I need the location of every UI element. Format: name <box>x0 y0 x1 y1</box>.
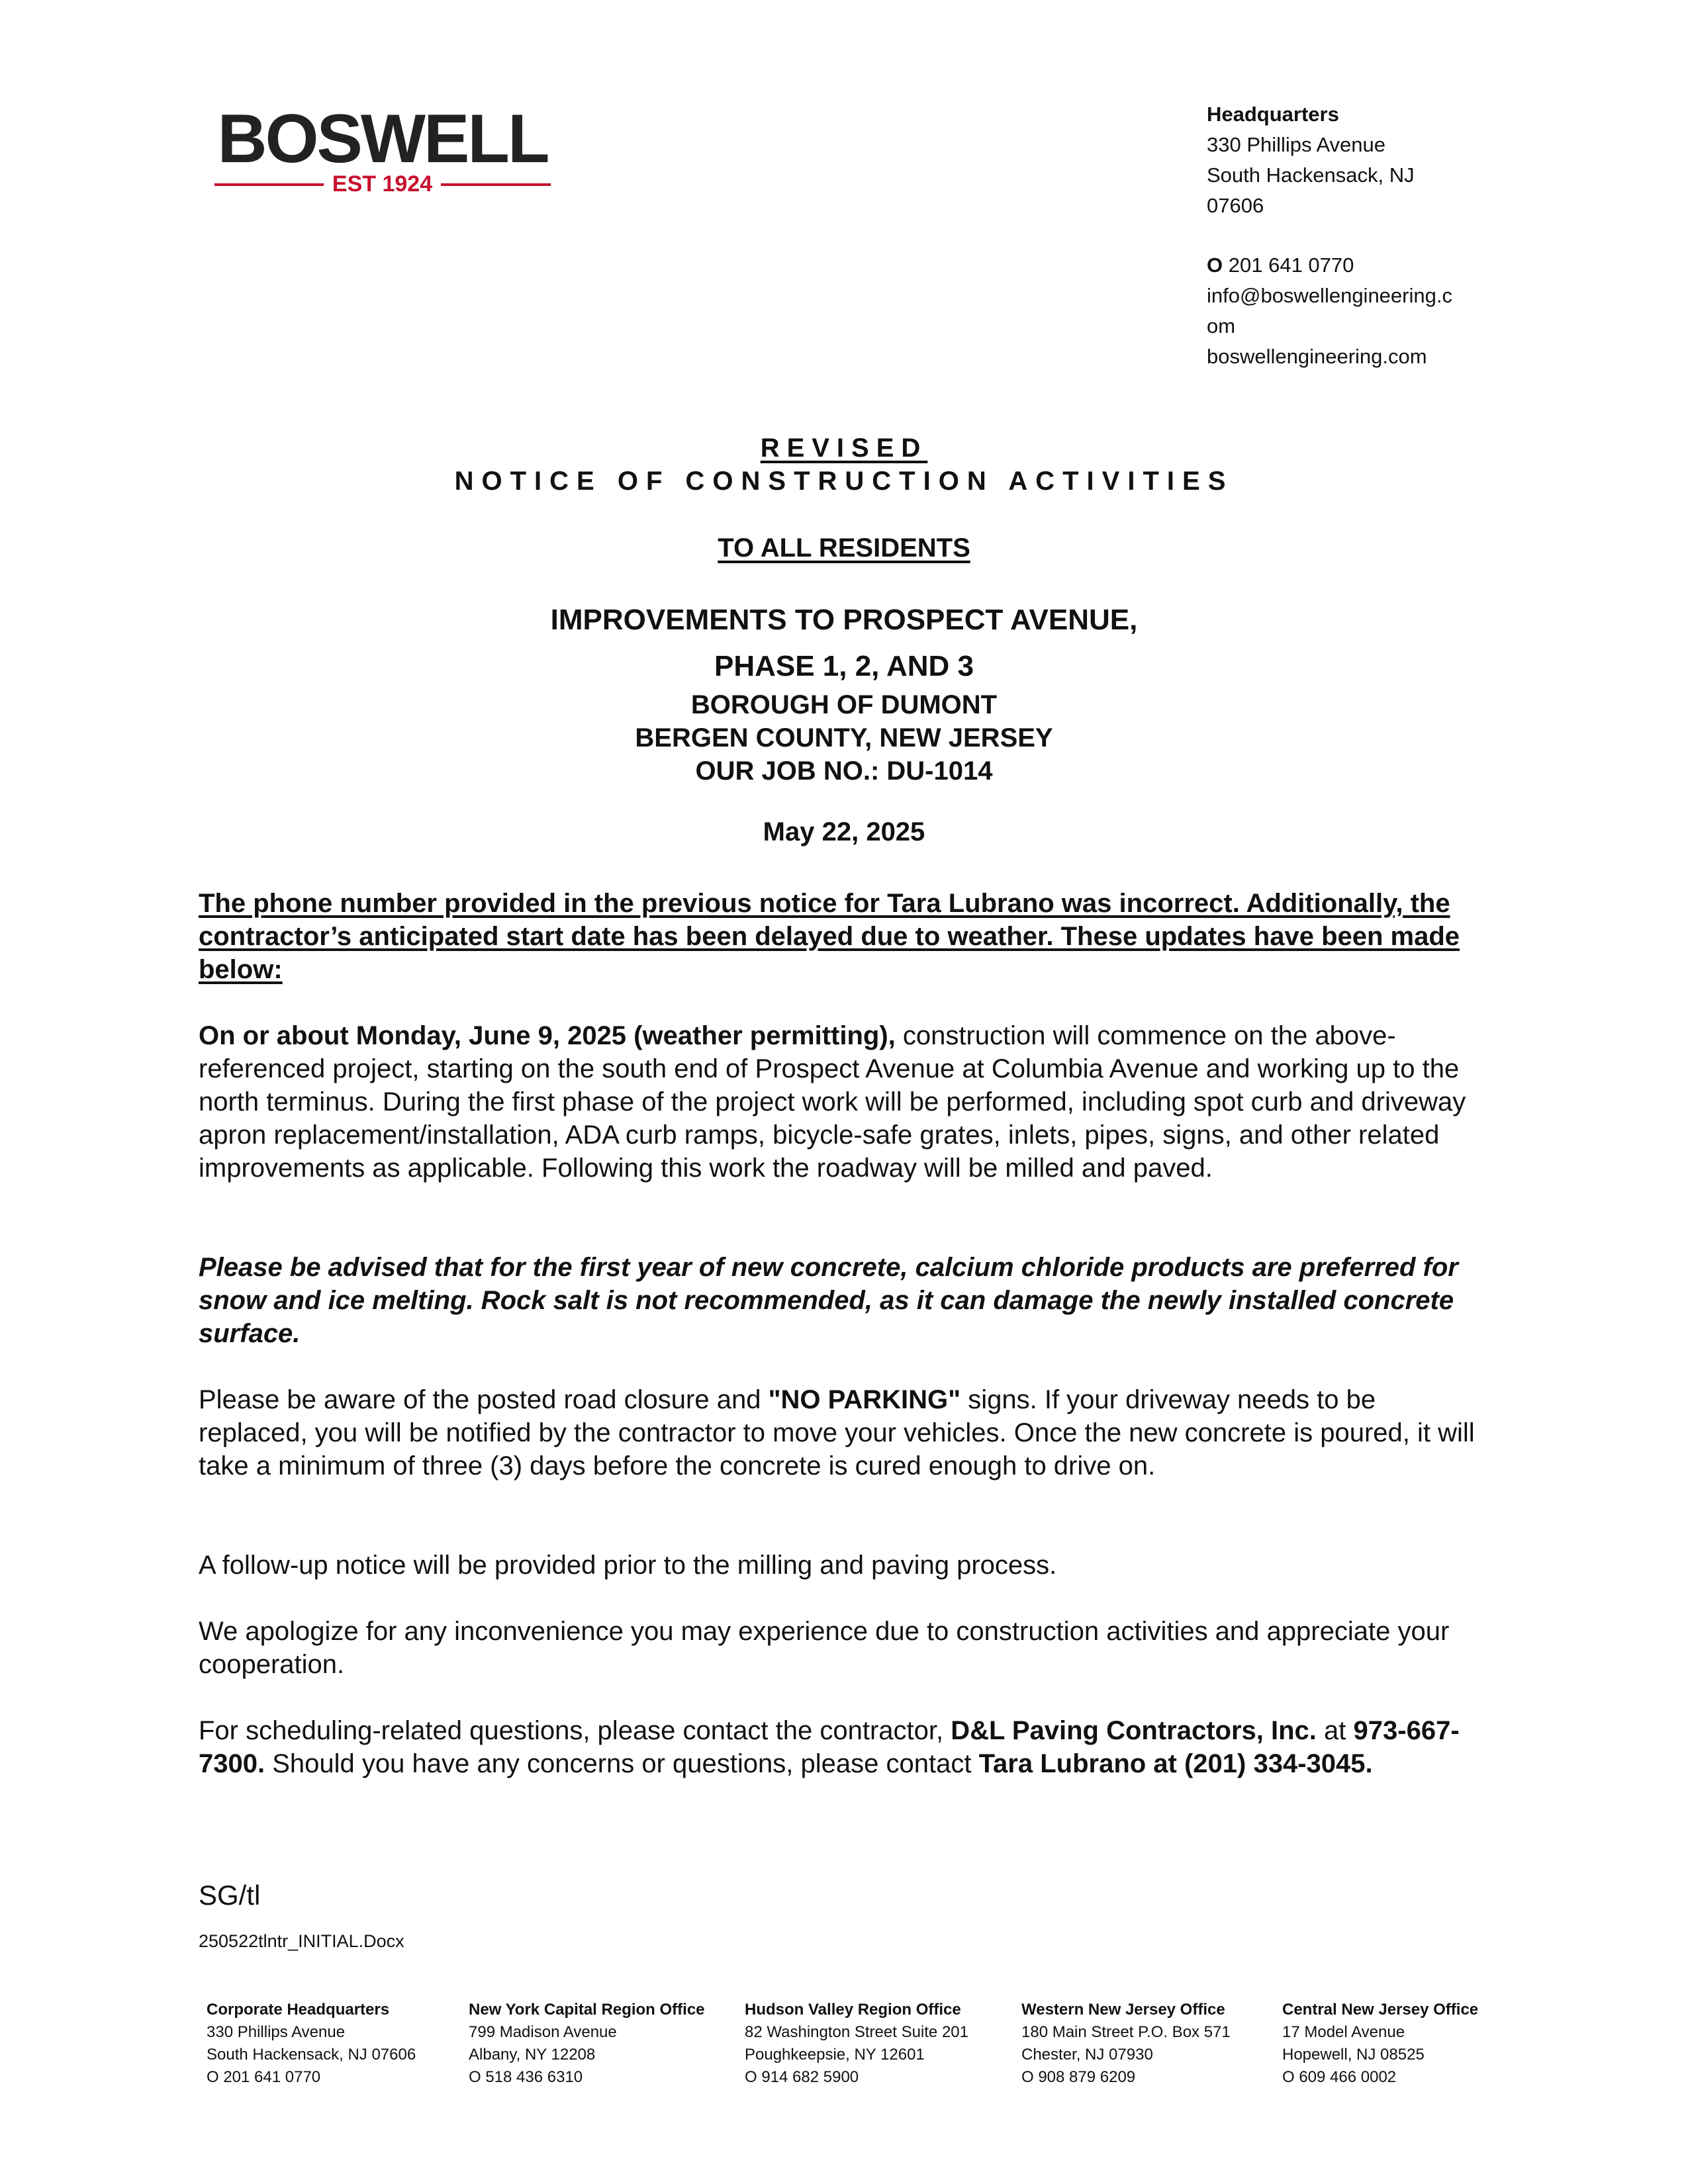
revised-heading: REVISED <box>760 433 928 463</box>
start-date: On or about Monday, June 9, 2025 (weather permitting), <box>199 1021 896 1050</box>
to-all-residents: TO ALL RESIDENTS <box>718 533 970 563</box>
notice-heading: NOTICE OF CONSTRUCTION ACTIVITIES <box>454 467 1234 496</box>
office-ny-capital: New York Capital Region Office 799 Madison Avenue Albany, NY 12208 O 518 436 6310 <box>469 2001 705 2086</box>
hq-email-line2[interactable]: om <box>1207 314 1236 338</box>
concrete-advisory: Please be advised that for the first year of new concrete, calcium chloride products are preferred for snow and ice melting. Rock salt is not recommended, as it can damage the newly installed concrete surface. <box>199 1253 1458 1348</box>
office-hudson-valley: Hudson Valley Region Office 82 Washington Street Suite 201 Poughkeepsie, NY 12601 O 914 682 5900 <box>745 2001 968 2086</box>
office-western-nj: Western New Jersey Office 180 Main Street P.O. Box 571 Chester, NJ 07930 O 908 879 6209 <box>1021 2001 1231 2086</box>
apology-paragraph: We apologize for any inconvenience you may experience due to construction activities and appreciate your cooperation. <box>199 1617 1450 1679</box>
contractor-name: D&L Paving Contractors, Inc. <box>951 1716 1317 1745</box>
headquarters-address <box>1207 99 1485 372</box>
hq-email-line1[interactable]: info@boswellengineering.c <box>1207 284 1452 307</box>
hq-city: South Hackensack, NJ <box>1207 163 1415 187</box>
contact-person: Tara Lubrano at (201) 334-3045. <box>978 1749 1373 1778</box>
no-parking-label: "NO PARKING" <box>768 1385 961 1414</box>
start-paragraph: On or about Monday, June 9, 2025 (weather permitting), construction will commence on the above-referenced project, starting on the south end of Prospect Avenue at Columbia Avenue and working up to the north terminus. During the first phase of the project work will be performed, including spot curb and driveway apron replacement/installation, ADA curb ramps, bicycle-safe grates, inlets, pipes, signs, and other related improvements as applicable. Following this work the roadway will be milled and paved. <box>199 1021 1466 1183</box>
company-logo <box>211 99 555 199</box>
office-corporate-hq: Corporate Headquarters 330 Phillips Avenue South Hackensack, NJ 07606 O 201 641 0770 <box>207 2001 416 2086</box>
hq-website[interactable]: boswellengineering.com <box>1207 345 1427 368</box>
hq-street: 330 Phillips Avenue <box>1207 133 1386 156</box>
hq-zip: 07606 <box>1207 194 1264 217</box>
logo-wordmark: BOSWELL <box>217 101 548 177</box>
contact-paragraph: For scheduling-related questions, please contact the contractor, D&L Paving Contractors, Inc. at 973-667-7300. Should you have any concerns or questions, please contact Tara Lubrano at (201) 334-3045. <box>199 1716 1460 1778</box>
notice-date: May 22, 2025 <box>763 817 925 846</box>
office-central-nj: Central New Jersey Office 17 Model Avenue Hopewell, NJ 08525 O 609 466 0002 <box>1282 2001 1479 2086</box>
borough: BOROUGH OF DUMONT <box>690 690 998 719</box>
logo-established: EST 1924 <box>332 171 433 197</box>
project-location <box>199 688 1489 788</box>
job-number: OUR JOB NO.: DU-1014 <box>695 756 993 786</box>
project-title: IMPROVEMENTS TO PROSPECT AVENUE, <box>550 604 1138 636</box>
file-reference: 250522tlntr_INITIAL.Docx <box>199 1931 404 1951</box>
followup-paragraph: A follow-up notice will be provided prior to the milling and paving process. <box>199 1551 1057 1580</box>
signature-initials: SG/tl <box>199 1880 261 1911</box>
update-notice: The phone number provided in the previous notice for Tara Lubrano was incorrect. Additionally, the contractor’s anticipated start date has been delayed due to weather. These updates have been made below: <box>199 889 1460 984</box>
county: BERGEN COUNTY, NEW JERSEY <box>635 723 1053 752</box>
parking-paragraph: Please be aware of the posted road closure and "NO PARKING" signs. If your driveway needs to be replaced, you will be notified by the contractor to move your vehicles. Once the new concrete is poured, it will take a minimum of three (3) days before the concrete is cured enough to drive on. <box>199 1385 1475 1480</box>
logo-rule-right <box>441 183 551 186</box>
logo-rule-left <box>214 183 324 186</box>
project-phase: PHASE 1, 2, AND 3 <box>714 650 974 682</box>
contractor-phone: 973-667-7300. <box>199 1716 1460 1778</box>
hq-phone: O 201 641 0770 <box>1207 253 1354 277</box>
hq-label: Headquarters <box>1207 103 1339 126</box>
